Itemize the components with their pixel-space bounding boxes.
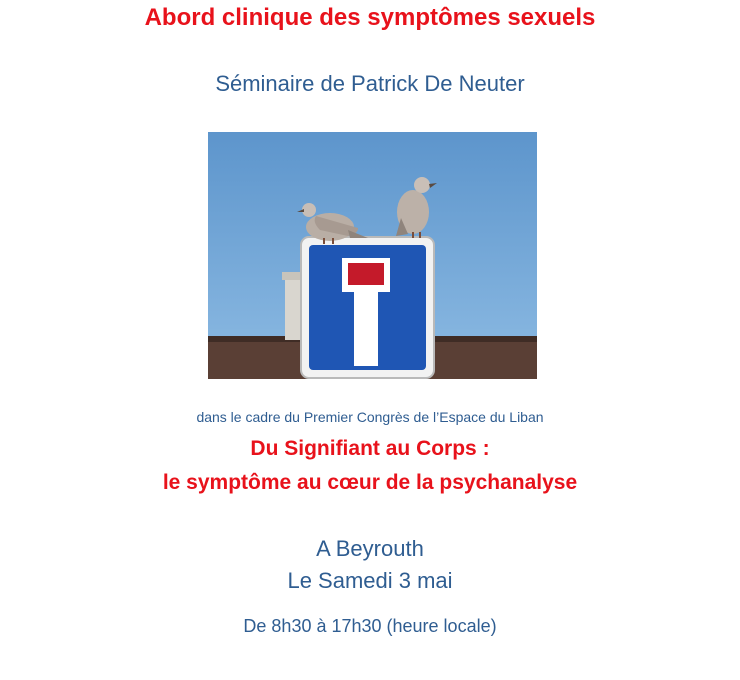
event-hours: De 8h30 à 17h30 (heure locale) bbox=[243, 616, 497, 636]
event-title: Abord clinique des symptômes sexuels bbox=[144, 4, 596, 31]
event-location: A Beyrouth bbox=[316, 536, 424, 561]
event-date: Le Samedi 3 mai bbox=[287, 568, 453, 593]
seminar-subtitle: Séminaire de Patrick De Neuter bbox=[215, 71, 525, 96]
dead-end-sign-photo bbox=[208, 132, 537, 379]
congress-title-line2: le symptôme au cœur de la psychanalyse bbox=[162, 471, 578, 494]
congress-context: dans le cadre du Premier Congrès de l’Espace du Liban bbox=[196, 409, 544, 425]
congress-title-line1: Du Signifiant au Corps : bbox=[250, 437, 490, 460]
